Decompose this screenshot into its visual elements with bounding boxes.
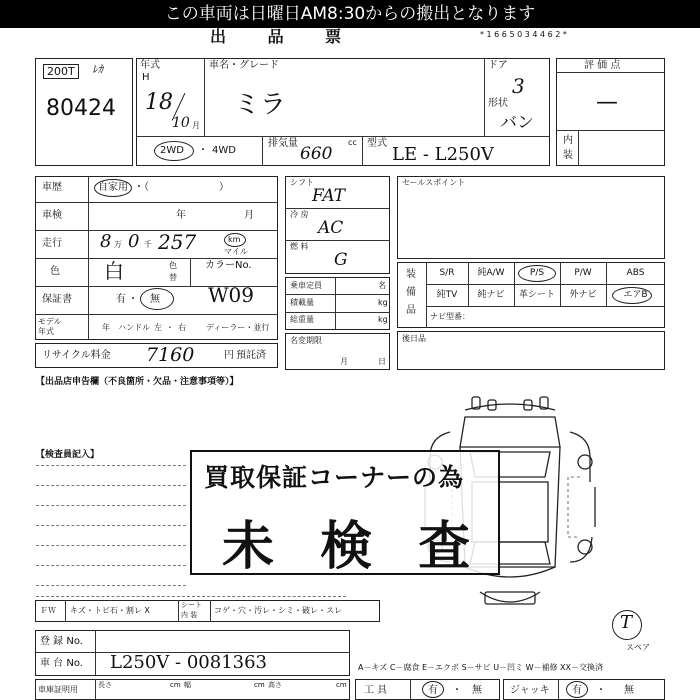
color-code: W09 bbox=[208, 283, 255, 307]
equip-abs: ABS bbox=[626, 268, 645, 278]
cert-width: 幅 bbox=[184, 681, 191, 689]
after-box bbox=[397, 331, 665, 370]
aircon-label: 冷 房 bbox=[290, 210, 309, 219]
shape-value: バン bbox=[500, 113, 534, 133]
chassis-value: L250V - 0081363 bbox=[110, 652, 267, 673]
lot-number: 80424 bbox=[46, 96, 116, 121]
name-change-month: 月 bbox=[340, 357, 348, 366]
equip-power-steering: P/S bbox=[529, 268, 545, 278]
cert-length: 長さ bbox=[98, 681, 112, 689]
equip-leather-seat: 革シート bbox=[518, 290, 555, 300]
score-label: 評 価 点 bbox=[584, 60, 621, 71]
lot-side-mark: ﾚｶ bbox=[92, 63, 103, 76]
seat-text: コゲ・穴・汚レ・シミ・破レ・スレ bbox=[214, 606, 342, 615]
month-unit: 月 bbox=[192, 121, 200, 130]
warranty-label: 保証書 bbox=[42, 294, 72, 305]
equipment-label-3: 品 bbox=[406, 305, 416, 316]
model-year-dealer: ディーラー・並行 bbox=[206, 323, 270, 332]
tools-no: 無 bbox=[472, 685, 482, 696]
load-label: 積載量 bbox=[290, 298, 314, 307]
jack-label: ジャッキ bbox=[510, 685, 550, 696]
stamp-line-2: 未 検 査 bbox=[222, 517, 485, 577]
equip-tv: 純TV bbox=[436, 290, 458, 300]
inspector-label: 【検査員記入】 bbox=[36, 450, 100, 460]
load-unit: kg bbox=[378, 298, 388, 307]
model-year-label-1: モデル bbox=[38, 317, 62, 326]
model-year-dot: ・ bbox=[166, 323, 174, 332]
warranty-no: 無 bbox=[150, 294, 160, 305]
model-year-year: 年 bbox=[102, 323, 110, 332]
inspection-month: 月 bbox=[244, 210, 254, 221]
color-change-2: 替 bbox=[169, 273, 177, 282]
interior-label-1: 内 bbox=[563, 135, 573, 146]
month-value: 10 bbox=[172, 115, 190, 131]
mileage-unit-sen: 千 bbox=[144, 240, 152, 249]
mileage-mile: マイル bbox=[224, 247, 248, 256]
seat-label-2: 内 装 bbox=[181, 611, 198, 619]
fw-text: キズ・トビ石・割レ X bbox=[70, 606, 150, 615]
jack-dot: ・ bbox=[596, 685, 606, 696]
drive-4wd: 4WD bbox=[212, 145, 236, 156]
mileage-unit-man: 万 bbox=[114, 240, 122, 249]
header-title: 出 品 票 bbox=[210, 27, 360, 46]
score-value: — bbox=[596, 90, 618, 115]
doors-value: 3 bbox=[512, 74, 525, 98]
mileage-km: km bbox=[228, 235, 241, 244]
warranty-dot: ・ bbox=[128, 294, 138, 305]
model-year-handle: ハンドル bbox=[118, 323, 150, 332]
spare-mark: T bbox=[620, 612, 633, 633]
equip-navi-model: ナビ型番： bbox=[430, 312, 470, 321]
after-label: 後日品 bbox=[402, 334, 426, 343]
name-change-day: 日 bbox=[378, 357, 386, 366]
equipment-label-1: 装 bbox=[406, 269, 416, 280]
tools-label: 工 具 bbox=[364, 685, 388, 696]
capacity-label: 乗車定員 bbox=[290, 281, 322, 290]
drive-2wd: 2WD bbox=[160, 145, 184, 156]
jack-no: 無 bbox=[624, 685, 634, 696]
history-value: 自家用 bbox=[98, 182, 128, 193]
door-label: ドア bbox=[488, 60, 508, 71]
equipment-label-2: 備 bbox=[406, 287, 416, 298]
certificate-label: 車庫証明用 bbox=[38, 685, 78, 694]
drive-sep: ・ bbox=[198, 145, 208, 156]
displacement-value: 660 bbox=[300, 144, 333, 164]
cc-unit: cc bbox=[348, 138, 357, 147]
model-value: LE - L250V bbox=[392, 144, 494, 165]
equip-airbag: エアB bbox=[623, 290, 648, 300]
name-change-label: 名変期限 bbox=[290, 336, 322, 345]
history-label: 車歴 bbox=[42, 182, 62, 193]
color-code-label: カラーNo. bbox=[205, 260, 252, 271]
chassis-label: 車 台 No. bbox=[40, 658, 83, 669]
year-era: H bbox=[142, 72, 150, 83]
mileage-label: 走行 bbox=[42, 238, 62, 249]
aircon-value: AC bbox=[318, 218, 344, 238]
fw-label: ＦＷ bbox=[40, 606, 56, 615]
inspection-year: 年 bbox=[176, 210, 186, 221]
inspection-label: 車検 bbox=[42, 210, 62, 221]
codes-legend: A－キズ C－腐食 E－エクボ S－サビ U－凹ミ W－補修 XX－交換済 bbox=[358, 663, 604, 672]
year-value: 18 bbox=[145, 90, 173, 115]
capacity-unit: 名 bbox=[378, 281, 386, 290]
equip-sr: S/R bbox=[439, 268, 455, 278]
shift-label: シフト bbox=[290, 178, 314, 187]
color-value: 白 bbox=[104, 259, 124, 283]
recycle-value: 7160 bbox=[146, 344, 195, 366]
shift-value: FAT bbox=[312, 186, 346, 206]
mileage-value-1: 8 bbox=[100, 231, 112, 252]
fuel-label: 燃 料 bbox=[290, 242, 309, 251]
car-name: ミラ bbox=[234, 90, 287, 120]
report-label: 【出品店申告欄（不良箇所・欠品・注意事項等）】 bbox=[36, 377, 239, 387]
model-label: 型式 bbox=[367, 138, 387, 149]
color-change-1: 色 bbox=[169, 261, 177, 270]
history-rest: ・（ ） bbox=[134, 182, 229, 193]
model-year-left: 左 bbox=[154, 323, 162, 332]
fuel-value: G bbox=[334, 250, 348, 270]
year-label: 年式 bbox=[140, 60, 160, 71]
certificate-box bbox=[35, 679, 350, 700]
tools-dot: ・ bbox=[452, 685, 462, 696]
jack-yes: 有 bbox=[572, 685, 582, 696]
cert-length-cm: cm bbox=[170, 681, 181, 689]
warranty-yes: 有 bbox=[116, 294, 126, 305]
equip-aftermarket-navi: 外ナビ bbox=[569, 290, 597, 300]
mileage-value-2: 0 bbox=[128, 231, 140, 252]
recycle-unit: 円 bbox=[224, 350, 234, 361]
sales-point-label: セールスポイント bbox=[402, 178, 466, 187]
equip-power-window: P/W bbox=[574, 268, 592, 278]
cert-height-cm: cm bbox=[336, 681, 347, 689]
gross-unit: kg bbox=[378, 315, 388, 324]
header-code: * 1 6 6 5 0 3 4 4 6 2 * bbox=[480, 30, 567, 39]
color-label: 色 bbox=[50, 266, 60, 277]
tools-yes: 有 bbox=[428, 685, 438, 696]
mileage-value-3: 257 bbox=[158, 230, 197, 254]
lot-prefix bbox=[43, 64, 79, 79]
displacement-label: 排気量 bbox=[268, 138, 298, 149]
registration-label: 登 録 No. bbox=[40, 636, 83, 647]
model-year-right: 右 bbox=[178, 323, 186, 332]
shape-label: 形状 bbox=[488, 98, 508, 109]
lot-prefix-text: 200T bbox=[47, 65, 75, 78]
cert-width-cm: cm bbox=[254, 681, 265, 689]
banner: この車両は日曜日AM8:30からの搬出となります bbox=[0, 0, 700, 28]
unchecked-stamp bbox=[190, 450, 500, 575]
cert-height: 高さ bbox=[268, 681, 282, 689]
seat-label-1: シート bbox=[181, 601, 202, 609]
interior-label-2: 装 bbox=[563, 150, 573, 161]
recycle-label: リサイクル料金 bbox=[42, 350, 111, 361]
stamp-line-1: 買取保証コーナーの為 bbox=[204, 463, 465, 492]
equip-alloy-wheel: 純A/W bbox=[477, 268, 505, 278]
recycle-deposit: 預託済 bbox=[236, 350, 266, 361]
equip-navi: 純ナビ bbox=[477, 290, 505, 300]
sales-point-box bbox=[397, 176, 665, 259]
spare-label: スペア bbox=[626, 643, 650, 652]
model-year-label-2: 年式 bbox=[38, 327, 54, 336]
gross-label: 総重量 bbox=[290, 315, 314, 324]
name-label: 車名・グレード bbox=[209, 60, 279, 71]
